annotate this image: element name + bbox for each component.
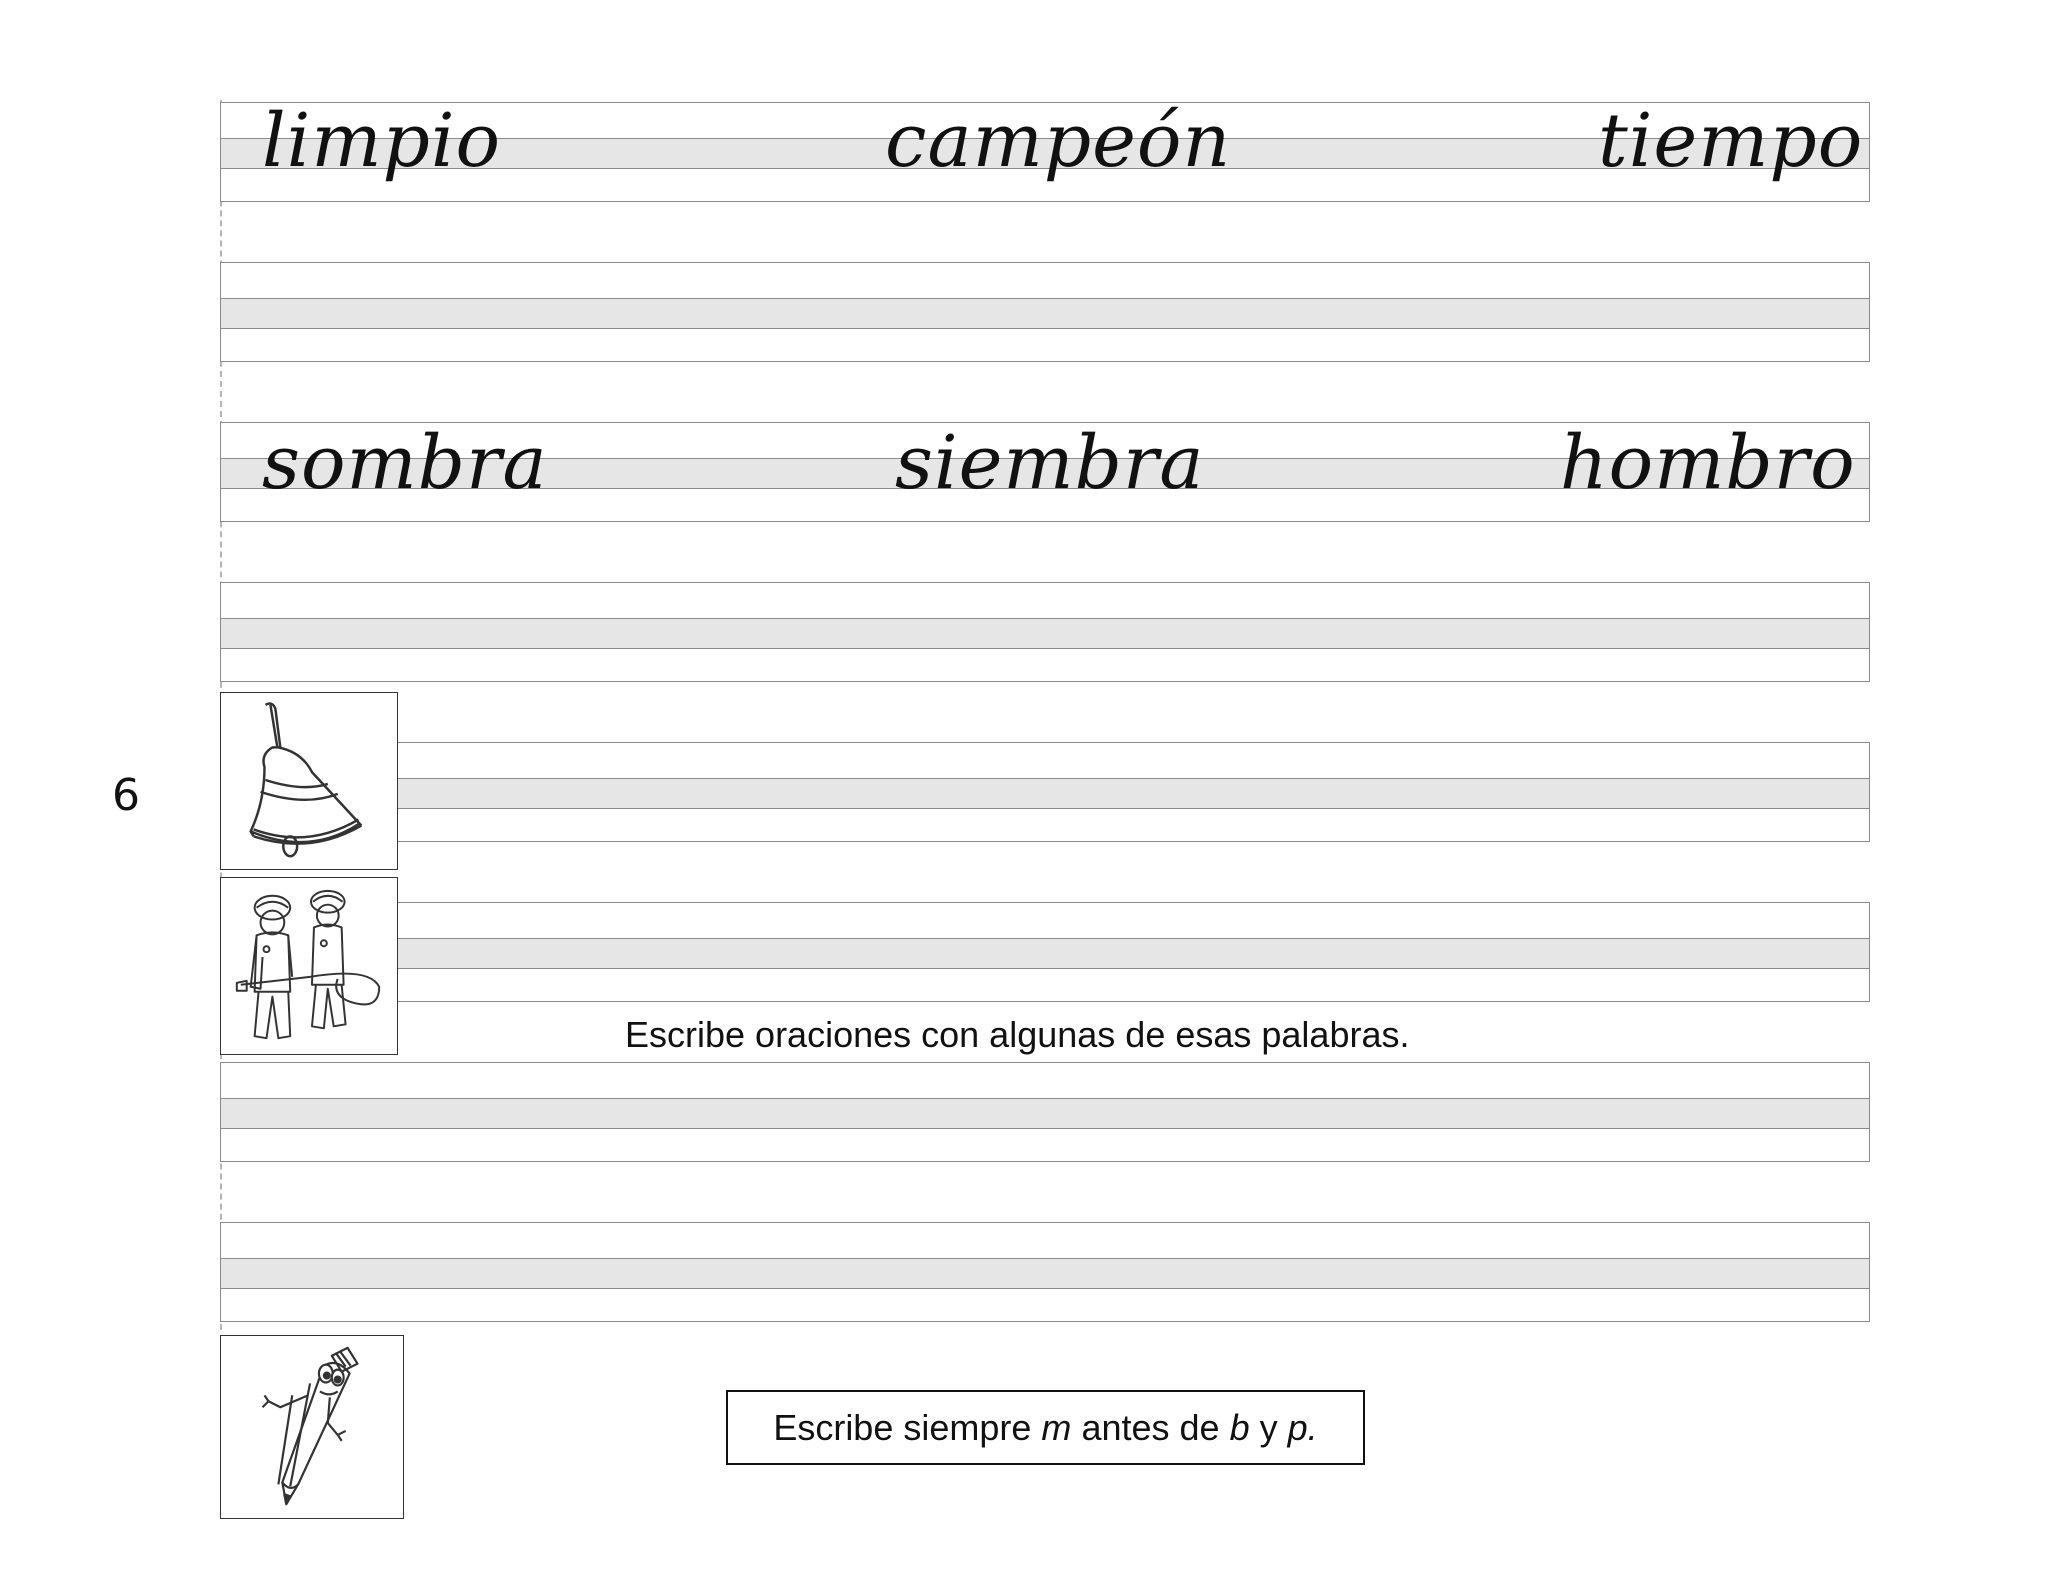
instruction-text: Escribe oraciones con algunas de esas palabras. [625, 1014, 1410, 1055]
writing-band-7[interactable] [220, 1062, 1870, 1162]
writing-band-5[interactable] [398, 742, 1870, 842]
model-word-sombra: sombra [262, 420, 548, 506]
firefighters-picture [220, 877, 398, 1055]
rule-letter-p: p. [1287, 1406, 1318, 1448]
page-number: 6 [112, 770, 140, 821]
writing-band-stripe [221, 1258, 1869, 1289]
writing-band-stripe [398, 778, 1869, 809]
bell-icon [221, 693, 397, 869]
rule-middle: antes de [1081, 1406, 1220, 1448]
writing-band-8[interactable] [220, 1222, 1870, 1322]
bell-picture [220, 692, 398, 870]
rule-prefix: Escribe siempre [773, 1406, 1032, 1448]
writing-band-stripe [221, 1098, 1869, 1129]
model-word-siembra: siembra [895, 420, 1205, 506]
firefighters-icon [221, 878, 397, 1054]
writing-band-4[interactable] [220, 582, 1870, 682]
model-word-limpio: limpio [262, 98, 502, 184]
rule-letter-m: m [1041, 1406, 1072, 1448]
model-word-hombro: hombro [1560, 420, 1856, 506]
rule-letter-b: b [1229, 1406, 1250, 1448]
writing-band-stripe [221, 618, 1869, 649]
pencil-icon [221, 1336, 403, 1518]
writing-band-6[interactable] [398, 902, 1870, 1002]
pencil-picture [220, 1335, 404, 1519]
model-word-campeon: campeón [885, 98, 1232, 184]
writing-band-stripe [221, 298, 1869, 329]
writing-band-stripe [398, 938, 1869, 969]
model-word-tiempo: tiempo [1598, 98, 1864, 184]
writing-band-2[interactable] [220, 262, 1870, 362]
rule-box [726, 1390, 1365, 1465]
rule-and: y [1259, 1406, 1278, 1448]
